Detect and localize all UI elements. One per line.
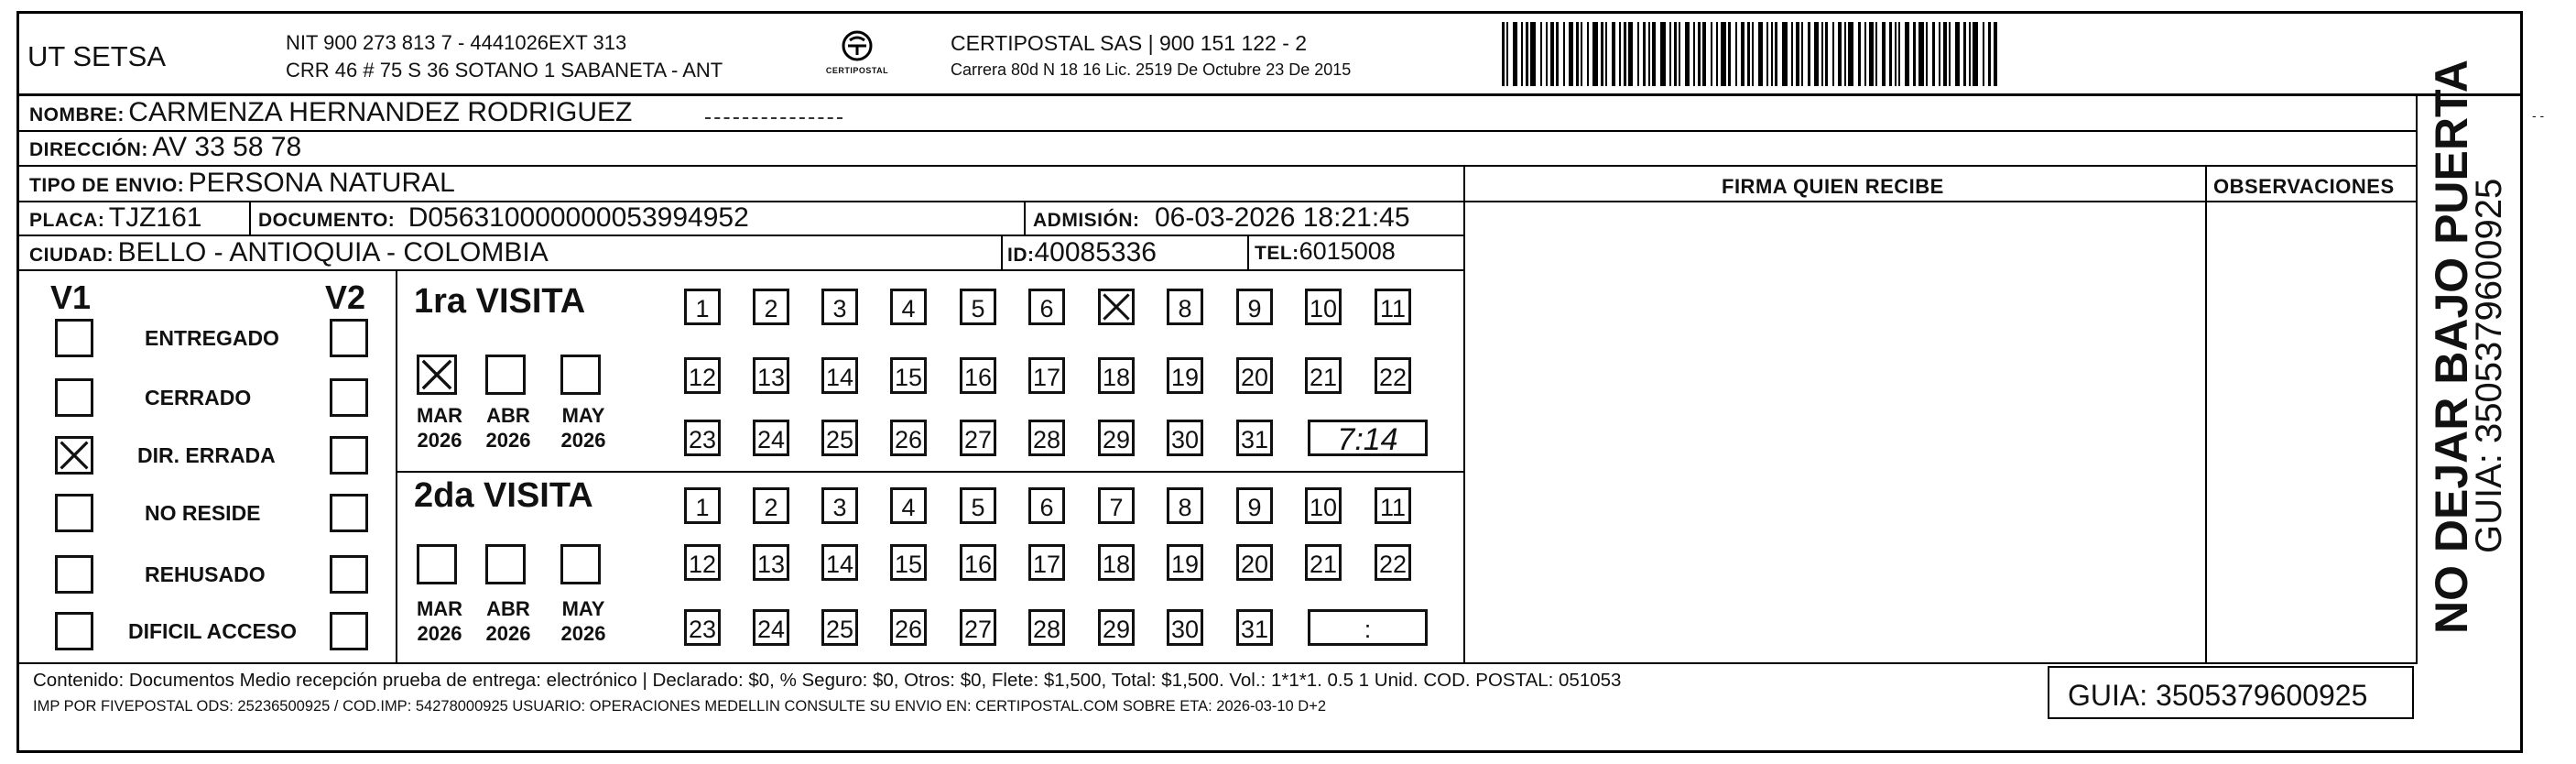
month-checkbox[interactable] — [485, 355, 526, 395]
day-box[interactable]: 1 — [684, 487, 721, 524]
imp-line: IMP POR FIVEPOSTAL ODS: 25236500925 / COD.IMP: 54278000925 USUARIO: OPERACIONES MEDELLIN CONSULTE SU ENVIO EN: CERTIPOSTAL.COM SOBRE ETA: 2026-03-10 D+2 — [33, 698, 1327, 715]
day-box[interactable]: 10 — [1305, 289, 1342, 325]
day-box[interactable]: 12 — [684, 544, 721, 581]
day-box[interactable]: 10 — [1305, 487, 1342, 524]
ciudad-field: CIUDAD: BELLO - ANTIOQUIA - COLOMBIA — [29, 237, 549, 267]
day-box[interactable]: 23 — [684, 609, 721, 646]
month-label: MAY 2026 — [560, 597, 606, 645]
day-box[interactable]: 11 — [1375, 289, 1411, 325]
day-box[interactable]: 30 — [1167, 609, 1203, 646]
observaciones-header: OBSERVACIONES — [2213, 175, 2395, 198]
day-box[interactable]: 17 — [1028, 357, 1065, 394]
admision-field: ADMISIÓN: 06-03-2026 18:21:45 — [1033, 202, 1410, 233]
day-box[interactable]: 5 — [960, 289, 996, 325]
day-box[interactable]: 31 — [1236, 420, 1273, 456]
tel-field: TEL:6015008 — [1255, 237, 1396, 265]
day-box[interactable]: 27 — [960, 420, 996, 456]
day-box[interactable]: 9 — [1236, 289, 1273, 325]
day-box[interactable]: 15 — [890, 544, 927, 581]
corner-mark: - - — [2532, 108, 2545, 123]
day-box[interactable]: 23 — [684, 420, 721, 456]
day-box[interactable]: 2 — [753, 487, 789, 524]
day-box[interactable]: 7 — [1098, 487, 1135, 524]
contenido-line: Contenido: Documentos Medio recepción prueba de entrega: electrónico | Declarado: $0, % Seguro: $0, Otros: $0, Flete: $1,500, Total: $1,500. Vol.: 1*1*1. 0.5 1 Unid. COD. POSTAL: 051053 — [33, 670, 1622, 691]
day-box[interactable]: 4 — [890, 487, 927, 524]
day-box[interactable]: 8 — [1167, 487, 1203, 524]
day-box[interactable]: 29 — [1098, 420, 1135, 456]
day-box[interactable]: 25 — [821, 420, 858, 456]
month-checkbox[interactable] — [560, 544, 601, 584]
status-label: CERRADO — [145, 386, 252, 409]
v1-checkbox[interactable] — [55, 555, 93, 594]
day-box[interactable]: 25 — [821, 609, 858, 646]
month-label: MAY 2026 — [560, 404, 606, 452]
day-box[interactable]: 21 — [1305, 357, 1342, 394]
day-box[interactable]: 22 — [1375, 357, 1411, 394]
guia-box: GUIA: 3505379600925 — [2048, 666, 2414, 719]
day-box[interactable]: 29 — [1098, 609, 1135, 646]
status-label: REHUSADO — [145, 562, 266, 586]
day-box[interactable]: 2 — [753, 289, 789, 325]
v2-label: V2 — [325, 278, 366, 316]
v2-checkbox[interactable] — [330, 494, 368, 532]
status-label: DIR. ERRADA — [137, 443, 276, 467]
day-box[interactable]: 1 — [684, 289, 721, 325]
day-box[interactable]: 31 — [1236, 609, 1273, 646]
day-box[interactable]: 4 — [890, 289, 927, 325]
day-box[interactable]: 13 — [753, 544, 789, 581]
status-label: DIFICIL ACCESO — [128, 619, 298, 643]
v1-checkbox[interactable] — [55, 494, 93, 532]
month-label: MAR 2026 — [416, 404, 463, 452]
day-box[interactable]: 3 — [821, 289, 858, 325]
day-box[interactable]: 21 — [1305, 544, 1342, 581]
v2-checkbox[interactable] — [330, 555, 368, 594]
v1-checkbox[interactable] — [55, 319, 93, 357]
company-name: UT SETSA — [27, 40, 167, 72]
month-checkbox[interactable] — [417, 355, 457, 395]
day-box[interactable]: 24 — [753, 609, 789, 646]
day-box[interactable]: 28 — [1028, 420, 1065, 456]
day-box[interactable]: 16 — [960, 357, 996, 394]
month-checkbox[interactable] — [417, 544, 457, 584]
day-box[interactable]: 18 — [1098, 544, 1135, 581]
v2-checkbox[interactable] — [330, 319, 368, 357]
day-box[interactable]: 28 — [1028, 609, 1065, 646]
month-checkbox[interactable] — [560, 355, 601, 395]
certipostal-logo: CERTIPOSTAL — [811, 27, 903, 82]
v1-checkbox[interactable] — [55, 612, 93, 650]
time-box[interactable]: : — [1308, 609, 1428, 646]
v2-checkbox[interactable] — [330, 612, 368, 650]
direccion-field: DIRECCIÓN: AV 33 58 78 — [29, 132, 302, 162]
v1-checkbox[interactable] — [55, 378, 93, 417]
nit-line: NIT 900 273 813 7 - 4441026EXT 313 — [286, 31, 627, 54]
day-box[interactable]: 13 — [753, 357, 789, 394]
day-box[interactable]: 24 — [753, 420, 789, 456]
tipo-envio-field: TIPO DE ENVIO: PERSONA NATURAL — [29, 168, 455, 198]
day-box[interactable] — [1098, 289, 1135, 325]
v1-label: V1 — [50, 278, 92, 316]
day-box[interactable]: 9 — [1236, 487, 1273, 524]
v1-checkbox[interactable] — [55, 436, 93, 475]
day-box[interactable]: 19 — [1167, 357, 1203, 394]
side-guia: GUIA: 3505379600925 — [2469, 178, 2509, 553]
day-box[interactable]: 18 — [1098, 357, 1135, 394]
visit2-title: 2da VISITA — [414, 476, 593, 515]
certipostal-line: CERTIPOSTAL SAS | 900 151 122 - 2 — [951, 31, 1308, 55]
day-box[interactable]: 3 — [821, 487, 858, 524]
day-box[interactable]: 11 — [1375, 487, 1411, 524]
v2-checkbox[interactable] — [330, 436, 368, 475]
day-box[interactable]: 12 — [684, 357, 721, 394]
day-box[interactable]: 20 — [1236, 357, 1273, 394]
day-box[interactable]: 15 — [890, 357, 927, 394]
time-box[interactable]: 7:14 — [1308, 420, 1428, 456]
status-label: ENTREGADO — [145, 326, 279, 350]
day-box[interactable]: 30 — [1167, 420, 1203, 456]
no-dejar-bajo-puerta: NO DEJAR BAJO PUERTA — [2426, 60, 2477, 634]
address-line: CRR 46 # 75 S 36 SOTANO 1 SABANETA - ANT — [286, 59, 723, 82]
license-line: Carrera 80d N 18 16 Lic. 2519 De Octubre 23 De 2015 — [951, 60, 1352, 79]
day-box[interactable]: 26 — [890, 420, 927, 456]
day-box[interactable]: 14 — [821, 357, 858, 394]
day-box[interactable]: 27 — [960, 609, 996, 646]
documento-field: DOCUMENTO: D056310000000053994952 — [258, 202, 749, 233]
placa-field: PLACA: TJZ161 — [29, 202, 202, 233]
status-label: NO RESIDE — [145, 501, 261, 525]
visit1-title: 1ra VISITA — [414, 282, 586, 321]
day-box[interactable]: 8 — [1167, 289, 1203, 325]
id-field: ID:40085336 — [1007, 237, 1157, 267]
day-box[interactable]: 14 — [821, 544, 858, 581]
nombre-field: NOMBRE: CARMENZA HERNANDEZ RODRIGUEZ — [29, 97, 633, 127]
day-box[interactable]: 16 — [960, 544, 996, 581]
day-box[interactable]: 26 — [890, 609, 927, 646]
day-box[interactable]: 17 — [1028, 544, 1065, 581]
day-box[interactable]: 6 — [1028, 487, 1065, 524]
day-box[interactable]: 22 — [1375, 544, 1411, 581]
month-label: ABR 2026 — [485, 597, 531, 645]
month-checkbox[interactable] — [485, 544, 526, 584]
month-label: MAR 2026 — [416, 597, 463, 645]
day-box[interactable]: 20 — [1236, 544, 1273, 581]
day-box[interactable]: 5 — [960, 487, 996, 524]
v2-checkbox[interactable] — [330, 378, 368, 417]
day-box[interactable]: 19 — [1167, 544, 1203, 581]
day-box[interactable]: 6 — [1028, 289, 1065, 325]
month-label: ABR 2026 — [485, 404, 531, 452]
firma-header: FIRMA QUIEN RECIBE — [1722, 175, 1944, 198]
barcode — [1502, 22, 1999, 86]
